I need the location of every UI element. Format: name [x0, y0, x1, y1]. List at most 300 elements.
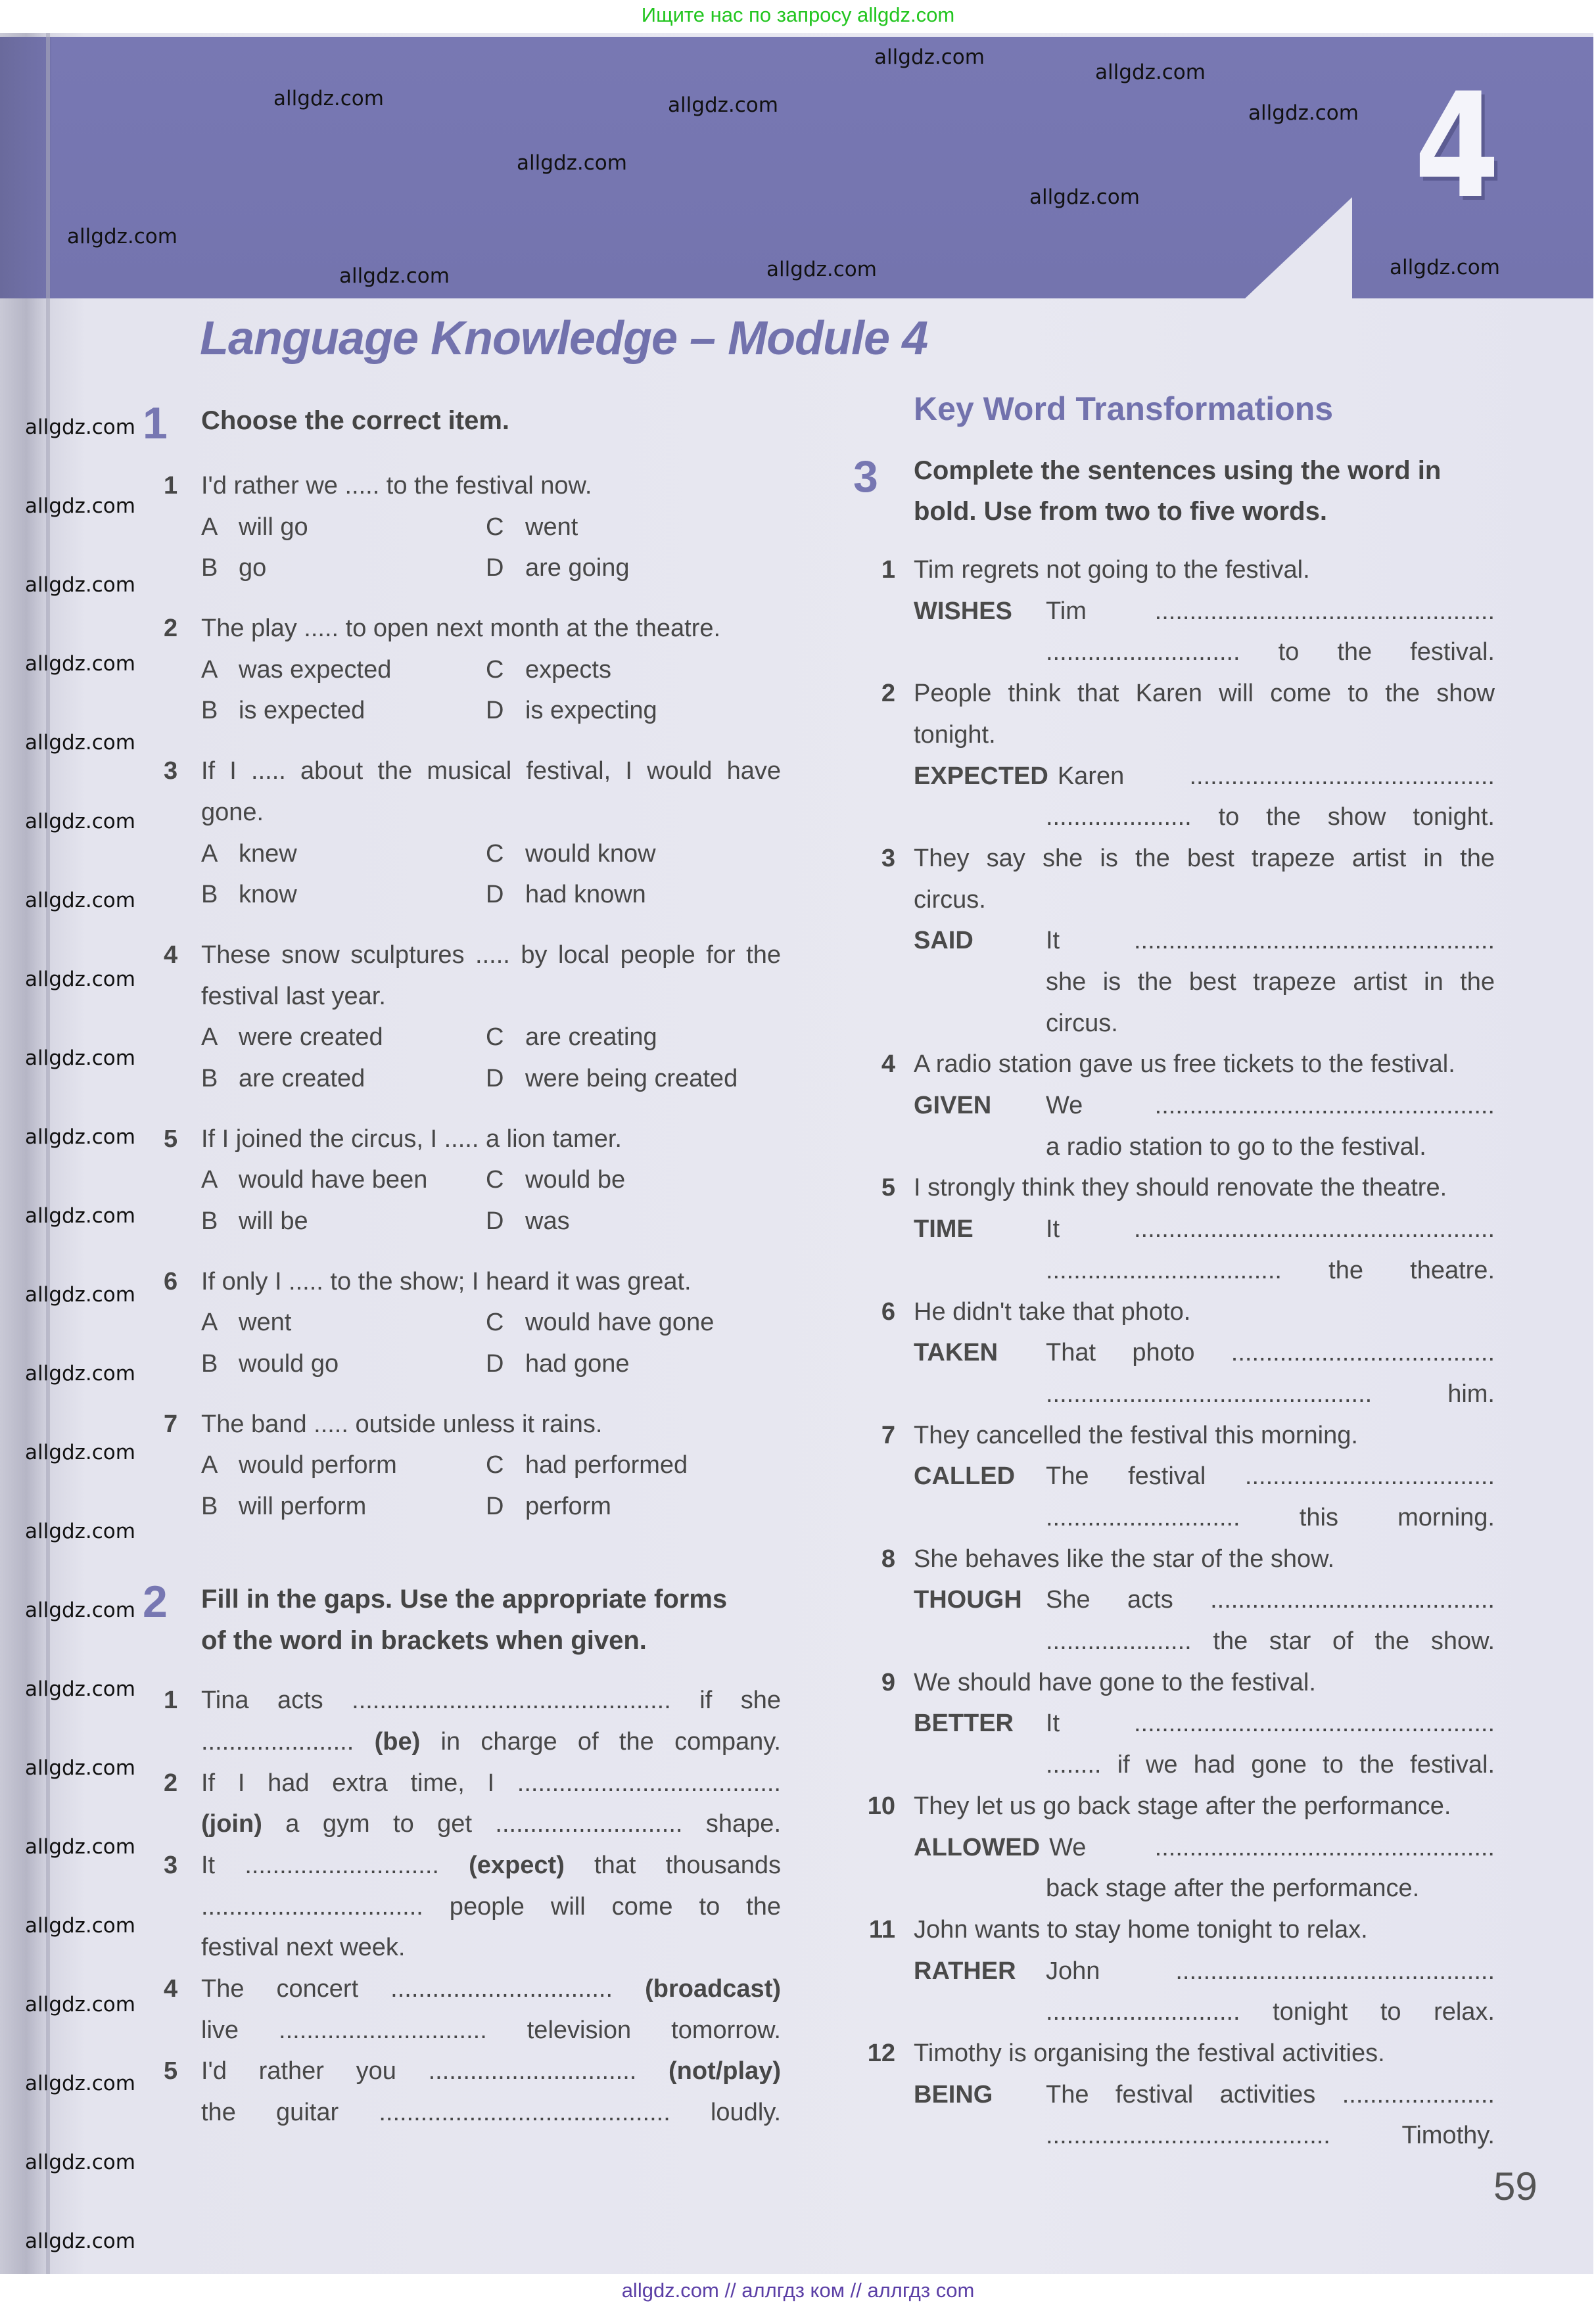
- option-letter-b[interactable]: B: [201, 1064, 218, 1092]
- gap-fill-line: [201, 1804, 781, 1845]
- watermark: allgdz.com: [25, 1362, 135, 1386]
- question-body: [201, 1119, 781, 1242]
- question-text: I'd rather we ..... to the festival now.: [201, 472, 592, 500]
- item-number: 3: [881, 844, 895, 872]
- option-d[interactable]: is expecting: [525, 697, 657, 725]
- option-letter-c[interactable]: C: [486, 1166, 504, 1194]
- exercise-1-heading: [143, 400, 781, 446]
- answer-line[interactable]: ......................................... Timothy.: [1046, 2122, 1495, 2150]
- instruction-line: Complete the sentences using the word in: [914, 455, 1442, 485]
- option-letter-d[interactable]: D: [486, 554, 504, 582]
- word-in-brackets: (not/play): [669, 2057, 781, 2086]
- option-letter-d[interactable]: D: [486, 1350, 504, 1378]
- question-number: 1: [164, 472, 178, 500]
- line-text: The concert ................................: [201, 1975, 645, 2003]
- item-body: [201, 1763, 781, 1845]
- option-c[interactable]: would be: [525, 1166, 626, 1194]
- answer-area: [1046, 591, 1495, 632]
- gap-fill-item: [143, 1845, 781, 1969]
- question-item: [143, 1404, 781, 1527]
- watermark: allgdz.com: [25, 1125, 135, 1149]
- exercise-2-heading: [143, 1576, 781, 1661]
- key-word: BEING: [914, 2080, 993, 2109]
- instruction-line: bold. Use from two to five words.: [914, 497, 1327, 526]
- watermark: allgdz.com: [1248, 101, 1359, 125]
- section-title: Key Word Transformations: [914, 390, 1334, 427]
- gap-fill-item: [143, 1969, 781, 2051]
- word-in-brackets: (be): [374, 1727, 421, 1756]
- key-word: WISHES: [914, 597, 1012, 625]
- option-letter-c[interactable]: C: [486, 839, 504, 868]
- transformation-item: [848, 1662, 1495, 1786]
- option-c[interactable]: would have gone: [525, 1309, 715, 1337]
- gap-fill-line: [201, 1763, 781, 1804]
- item-body: [201, 1969, 781, 2051]
- watermark: allgdz.com: [1095, 60, 1206, 84]
- watermark: allgdz.com: [25, 652, 135, 676]
- watermark: allgdz.com: [25, 1204, 135, 1228]
- item-body: [914, 1415, 1495, 1539]
- original-sentence: We should have gone to the festival.: [914, 1668, 1316, 1696]
- exercise-instruction: [201, 400, 509, 446]
- option-b[interactable]: will be: [239, 1207, 308, 1235]
- item-body: [201, 1680, 781, 1762]
- instruction-line: Fill in the gaps. Use the appropriate forms: [201, 1584, 728, 1614]
- answer-area: [1046, 2074, 1495, 2116]
- watermark: allgdz.com: [25, 810, 135, 833]
- question-number: 4: [164, 941, 178, 969]
- answer-line[interactable]: a radio station to go to the festival.: [1046, 1132, 1426, 1161]
- answer-line[interactable]: We .................................................: [1046, 1092, 1495, 1120]
- option-letter-d[interactable]: D: [486, 881, 504, 909]
- option-letter-b[interactable]: B: [201, 881, 218, 909]
- answer-line[interactable]: She acts .........................................: [1046, 1586, 1495, 1614]
- key-word-row: [914, 1703, 1495, 1744]
- option-letter-b[interactable]: B: [201, 697, 218, 725]
- question-body: [201, 751, 781, 916]
- page-title: Language Knowledge – Module 4: [200, 312, 928, 365]
- option-letter-c[interactable]: C: [486, 1309, 504, 1337]
- answer-line[interactable]: That photo ......................................: [1046, 1339, 1495, 1367]
- option-c[interactable]: are creating: [525, 1023, 657, 1052]
- question-body: [201, 465, 781, 589]
- key-word: CALLED: [914, 1462, 1016, 1491]
- watermark: allgdz.com: [874, 45, 985, 69]
- left-column: [143, 400, 781, 2133]
- exercise-instruction: [914, 450, 1495, 532]
- watermark: allgdz.com: [25, 415, 135, 439]
- transformation-item: [848, 838, 1495, 1044]
- item-number: 10: [867, 1792, 895, 1820]
- key-word-row: [914, 2074, 1495, 2116]
- option-letter-a[interactable]: A: [201, 1166, 218, 1194]
- option-letter-d[interactable]: D: [486, 1493, 504, 1521]
- answer-line[interactable]: .................................. the theatre.: [1046, 1256, 1495, 1284]
- gap-fill-line: [201, 1927, 781, 1969]
- original-sentence: tonight.: [914, 720, 996, 749]
- watermark: allgdz.com: [1390, 256, 1500, 279]
- gap-fill-line: [201, 1721, 781, 1763]
- answer-line[interactable]: ..................... to the show tonight.: [1046, 803, 1495, 831]
- question-body: [201, 935, 781, 1100]
- original-sentence: She behaves like the star of the show.: [914, 1545, 1335, 1573]
- line-text: If I had extra time, I ......................................: [201, 1769, 781, 1797]
- answer-options: [201, 1302, 781, 1384]
- question-text: The play ..... to open next month at the theatre.: [201, 615, 721, 643]
- line-text: festival next week.: [201, 1934, 406, 1962]
- answer-line[interactable]: It ....................................................: [1046, 1710, 1495, 1738]
- transformation-item: [848, 1786, 1495, 1909]
- original-sentence: They let us go back stage after the performance.: [914, 1792, 1451, 1820]
- transformation-item: [848, 1044, 1495, 1167]
- original-sentence: He didn't take that photo.: [914, 1297, 1191, 1326]
- option-letter-b[interactable]: B: [201, 1207, 218, 1235]
- gap-fill-line: [201, 2010, 781, 2051]
- line-text: It ............................: [201, 1851, 469, 1879]
- item-number: 12: [867, 2039, 895, 2067]
- watermark: allgdz.com: [273, 87, 384, 110]
- item-body: [914, 1539, 1495, 1662]
- instruction-line: of the word in brackets when given.: [201, 1625, 647, 1655]
- answer-area: [1046, 1332, 1495, 1374]
- option-b[interactable]: would go: [239, 1350, 339, 1378]
- option-a[interactable]: were created: [239, 1023, 383, 1052]
- answer-line[interactable]: John ..............................................: [1046, 1957, 1495, 1985]
- original-sentence: John wants to stay home tonight to relax.: [914, 1915, 1368, 1944]
- answer-area: [1046, 1703, 1495, 1744]
- transformation-item: [848, 549, 1495, 673]
- watermark: allgdz.com: [517, 151, 627, 175]
- answer-line[interactable]: ............................................... him.: [1046, 1380, 1495, 1408]
- option-letter-d[interactable]: D: [486, 1207, 504, 1235]
- original-sentence: People think that Karen will come to the show: [914, 680, 1495, 708]
- key-word: THOUGH: [914, 1586, 1022, 1614]
- watermark: allgdz.com: [25, 1441, 135, 1464]
- option-letter-c[interactable]: C: [486, 1023, 504, 1052]
- answer-area: [1046, 1456, 1495, 1497]
- key-word-row: [914, 591, 1495, 632]
- item-number: 2: [164, 1769, 178, 1797]
- line-text: ................................ people will come to the: [201, 1892, 781, 1921]
- option-letter-c[interactable]: C: [486, 1451, 504, 1480]
- option-letter-b[interactable]: B: [201, 1493, 218, 1521]
- key-word-row: [914, 756, 1495, 797]
- key-word-row: [914, 1579, 1495, 1621]
- answer-options: [201, 1017, 781, 1099]
- item-body: [914, 1167, 1495, 1291]
- line-text: that thousands: [564, 1851, 781, 1879]
- transformation-item: [848, 673, 1495, 838]
- question-text: If I ..... about the musical festival, I would have: [201, 757, 781, 785]
- bottom-banner: allgdz.com // аллгдз ком // аллгдз com: [0, 2274, 1596, 2306]
- transformation-item: [848, 1167, 1495, 1291]
- original-sentence: A radio station gave us free tickets to the festival.: [914, 1050, 1455, 1079]
- option-d[interactable]: had gone: [525, 1350, 630, 1378]
- item-body: [914, 2033, 1495, 2156]
- exercise-instruction: [201, 1579, 727, 1661]
- option-b[interactable]: know: [239, 881, 297, 909]
- key-word-row: [914, 920, 1495, 962]
- question-number: 7: [164, 1410, 178, 1438]
- question-body: [201, 1404, 781, 1527]
- option-c[interactable]: had performed: [525, 1451, 688, 1480]
- watermark: allgdz.com: [25, 2229, 135, 2253]
- line-text: in charge of the company.: [420, 1727, 781, 1756]
- question-item: [143, 465, 781, 589]
- answer-line[interactable]: Karen ............................................: [1057, 762, 1495, 790]
- gap-fill-item: [143, 2051, 781, 2133]
- answer-area: [1046, 1085, 1495, 1127]
- original-sentence: circus.: [914, 885, 986, 914]
- word-in-brackets: (expect): [469, 1851, 565, 1879]
- gap-fill-line: [201, 2051, 781, 2092]
- option-letter-d[interactable]: D: [486, 1064, 504, 1092]
- answer-options: [201, 649, 781, 732]
- answer-area: [1046, 1209, 1495, 1250]
- gap-fill-line: [201, 1886, 781, 1928]
- answer-line[interactable]: It ....................................................: [1046, 927, 1495, 955]
- item-number: 8: [881, 1545, 895, 1573]
- original-sentence: Timothy is organising the festival activities.: [914, 2039, 1385, 2067]
- option-a[interactable]: would perform: [239, 1451, 397, 1480]
- transformation-item: [848, 2033, 1495, 2156]
- watermark: allgdz.com: [766, 258, 877, 281]
- option-letter-b[interactable]: B: [201, 554, 218, 582]
- option-b[interactable]: will perform: [239, 1493, 367, 1521]
- question-text: festival last year.: [201, 982, 386, 1010]
- answer-line[interactable]: The festival activities ......................: [1046, 2080, 1495, 2109]
- watermark: allgdz.com: [25, 1756, 135, 1780]
- question-item: [143, 608, 781, 732]
- option-letter-a[interactable]: A: [201, 1309, 218, 1337]
- watermark: allgdz.com: [668, 93, 778, 117]
- watermark: allgdz.com: [339, 264, 450, 288]
- option-a[interactable]: went: [239, 1309, 292, 1337]
- question-item: [143, 1119, 781, 1242]
- answer-line[interactable]: ............................ to the festival.: [1046, 638, 1495, 666]
- original-sentence: Tim regrets not going to the festival.: [914, 556, 1310, 584]
- key-word: TIME: [914, 1215, 974, 1244]
- right-column: [848, 388, 1495, 2156]
- transformation-item: [848, 1292, 1495, 1415]
- question-item: [143, 751, 781, 916]
- answer-line[interactable]: ............................ this morning.: [1046, 1503, 1495, 1531]
- item-number: 1: [881, 556, 895, 584]
- answer-line[interactable]: The festival ....................................: [1046, 1462, 1495, 1491]
- item-number: 5: [881, 1174, 895, 1202]
- exercise-3-heading: [848, 450, 1495, 532]
- question-text: If only I ..... to the show; I heard it was great.: [201, 1267, 692, 1295]
- watermark: allgdz.com: [25, 2151, 135, 2174]
- key-word: TAKEN: [914, 1339, 998, 1367]
- gap-fill-line: [201, 1969, 781, 2010]
- item-number: 4: [164, 1975, 178, 2003]
- watermark: allgdz.com: [25, 1598, 135, 1622]
- watermark: allgdz.com: [25, 967, 135, 991]
- item-number: 9: [881, 1668, 895, 1696]
- answer-area: [1046, 1579, 1495, 1621]
- answer-line[interactable]: ..................... the star of the show.: [1046, 1627, 1495, 1656]
- instruction-line: Choose the correct item.: [201, 406, 510, 435]
- gap-fill-item: [143, 1763, 781, 1845]
- item-body: [914, 838, 1495, 1044]
- option-letter-a[interactable]: A: [201, 655, 218, 684]
- watermark: allgdz.com: [25, 494, 135, 518]
- watermark: allgdz.com: [67, 225, 177, 248]
- answer-line[interactable]: ........ if we had gone to the festival.: [1046, 1751, 1495, 1779]
- key-word: EXPECTED: [914, 762, 1048, 790]
- gap-fill-line: [201, 2092, 781, 2133]
- watermark: allgdz.com: [25, 2072, 135, 2095]
- item-number: 3: [164, 1851, 178, 1879]
- key-word: GIVEN: [914, 1092, 992, 1120]
- answer-line[interactable]: back stage after the performance.: [1046, 1875, 1420, 1903]
- option-a[interactable]: knew: [239, 839, 297, 868]
- option-c[interactable]: expects: [525, 655, 611, 684]
- watermark: allgdz.com: [25, 1835, 135, 1859]
- line-text: ......................: [201, 1727, 375, 1756]
- option-d[interactable]: perform: [525, 1493, 611, 1521]
- question-number: 2: [164, 615, 178, 643]
- original-sentence: I strongly think they should renovate the theatre.: [914, 1174, 1447, 1202]
- exercise-number: 1: [143, 398, 168, 448]
- watermark: allgdz.com: [25, 1520, 135, 1543]
- item-body: [914, 1909, 1495, 2033]
- question-number: 6: [164, 1267, 178, 1295]
- transformation-item: [848, 1539, 1495, 1662]
- key-word-row: [914, 1456, 1495, 1497]
- gap-fill-line: [201, 1845, 781, 1886]
- option-letter-c[interactable]: C: [486, 513, 504, 541]
- item-body: [914, 549, 1495, 673]
- option-letter-a[interactable]: A: [201, 1023, 218, 1052]
- key-word-row: [914, 1827, 1495, 1869]
- question-text: These snow sculptures ..... by local people for the: [201, 941, 781, 969]
- option-c[interactable]: went: [525, 513, 578, 541]
- module-number: 4: [1414, 62, 1500, 230]
- item-body: [914, 673, 1495, 838]
- option-d[interactable]: are going: [525, 554, 630, 582]
- answer-area: [1046, 1951, 1495, 1992]
- transformation-item: [848, 1909, 1495, 2033]
- option-a[interactable]: would have been: [239, 1166, 428, 1194]
- option-b[interactable]: is expected: [239, 697, 365, 725]
- watermark: allgdz.com: [25, 889, 135, 912]
- question-text: If I joined the circus, I ..... a lion tamer.: [201, 1125, 622, 1153]
- key-word: ALLOWED: [914, 1833, 1041, 1861]
- original-sentence: They cancelled the festival this morning.: [914, 1421, 1358, 1449]
- question-item: [143, 935, 781, 1100]
- answer-line[interactable]: It ....................................................: [1046, 1215, 1495, 1244]
- option-d[interactable]: had known: [525, 881, 646, 909]
- watermark: allgdz.com: [25, 1914, 135, 1938]
- page-number: 59: [1493, 2164, 1537, 2208]
- gap-fill-item: [143, 1680, 781, 1762]
- key-word: BETTER: [914, 1710, 1014, 1738]
- question-text: gone.: [201, 798, 264, 826]
- watermark: allgdz.com: [25, 1993, 135, 2016]
- option-letter-a[interactable]: A: [201, 839, 218, 868]
- line-text: live .............................. television tomorrow.: [201, 2016, 781, 2044]
- key-word-row: [914, 1085, 1495, 1127]
- key-word-row: [914, 1951, 1495, 1992]
- answer-line[interactable]: Tim .................................................: [1046, 597, 1495, 625]
- answer-options: [201, 507, 781, 589]
- item-body: [201, 2051, 781, 2133]
- item-number: 5: [164, 2057, 178, 2086]
- question-number: 5: [164, 1125, 178, 1153]
- page-fold: [46, 33, 50, 2274]
- answer-line[interactable]: she is the best trapeze artist in the: [1046, 967, 1495, 996]
- answer-area: [1046, 920, 1495, 962]
- option-a[interactable]: was expected: [239, 655, 392, 684]
- question-text: The band ..... outside unless it rains.: [201, 1410, 603, 1438]
- option-d[interactable]: was: [525, 1207, 570, 1235]
- key-word-row: [914, 1209, 1495, 1250]
- item-number: 7: [881, 1421, 895, 1449]
- option-letter-c[interactable]: C: [486, 655, 504, 684]
- answer-area: [1049, 1827, 1495, 1869]
- transformation-item: [848, 1415, 1495, 1539]
- exercise-number: 3: [853, 451, 878, 501]
- question-item: [143, 1261, 781, 1385]
- key-word-row: [914, 1332, 1495, 1374]
- item-body: [914, 1786, 1495, 1909]
- option-d[interactable]: were being created: [525, 1064, 738, 1092]
- option-letter-b[interactable]: B: [201, 1350, 218, 1378]
- item-body: [914, 1662, 1495, 1786]
- answer-area: [1058, 756, 1495, 797]
- line-text: Tina acts .............................................. if she: [201, 1687, 781, 1715]
- item-number: 4: [881, 1050, 895, 1079]
- word-in-brackets: (join): [201, 1810, 262, 1838]
- item-body: [914, 1292, 1495, 1415]
- watermark: allgdz.com: [1029, 185, 1140, 209]
- line-text: I'd rather you ..............................: [201, 2057, 669, 2086]
- item-number: 6: [881, 1297, 895, 1326]
- item-number: 11: [868, 1915, 895, 1944]
- watermark: allgdz.com: [25, 1283, 135, 1307]
- watermark: allgdz.com: [25, 573, 135, 597]
- item-body: [914, 1044, 1495, 1167]
- option-letter-d[interactable]: D: [486, 697, 504, 725]
- option-letter-a[interactable]: A: [201, 513, 218, 541]
- item-number: 2: [881, 680, 895, 708]
- line-text: the guitar .......................................... loudly.: [201, 2099, 781, 2127]
- key-word: RATHER: [914, 1957, 1016, 1985]
- option-b[interactable]: are created: [239, 1064, 365, 1092]
- option-b[interactable]: go: [239, 554, 267, 582]
- gap-fill-line: [201, 1680, 781, 1721]
- key-word: SAID: [914, 927, 974, 955]
- option-letter-a[interactable]: A: [201, 1451, 218, 1480]
- answer-line[interactable]: We .................................................: [1049, 1833, 1495, 1861]
- watermark: allgdz.com: [25, 1677, 135, 1701]
- watermark: allgdz.com: [25, 1046, 135, 1070]
- answer-options: [201, 833, 781, 916]
- question-body: [201, 608, 781, 732]
- answer-options: [201, 1159, 781, 1242]
- answer-options: [201, 1445, 781, 1527]
- option-a[interactable]: will go: [239, 513, 308, 541]
- answer-line[interactable]: ............................ tonight to relax.: [1046, 1998, 1495, 2026]
- line-text: a gym to get ........................... shape.: [262, 1810, 781, 1838]
- answer-line[interactable]: circus.: [1046, 1009, 1118, 1037]
- option-c[interactable]: would know: [525, 839, 656, 868]
- item-body: [201, 1845, 781, 1969]
- binding-shadow: [0, 37, 51, 298]
- watermark: allgdz.com: [25, 731, 135, 755]
